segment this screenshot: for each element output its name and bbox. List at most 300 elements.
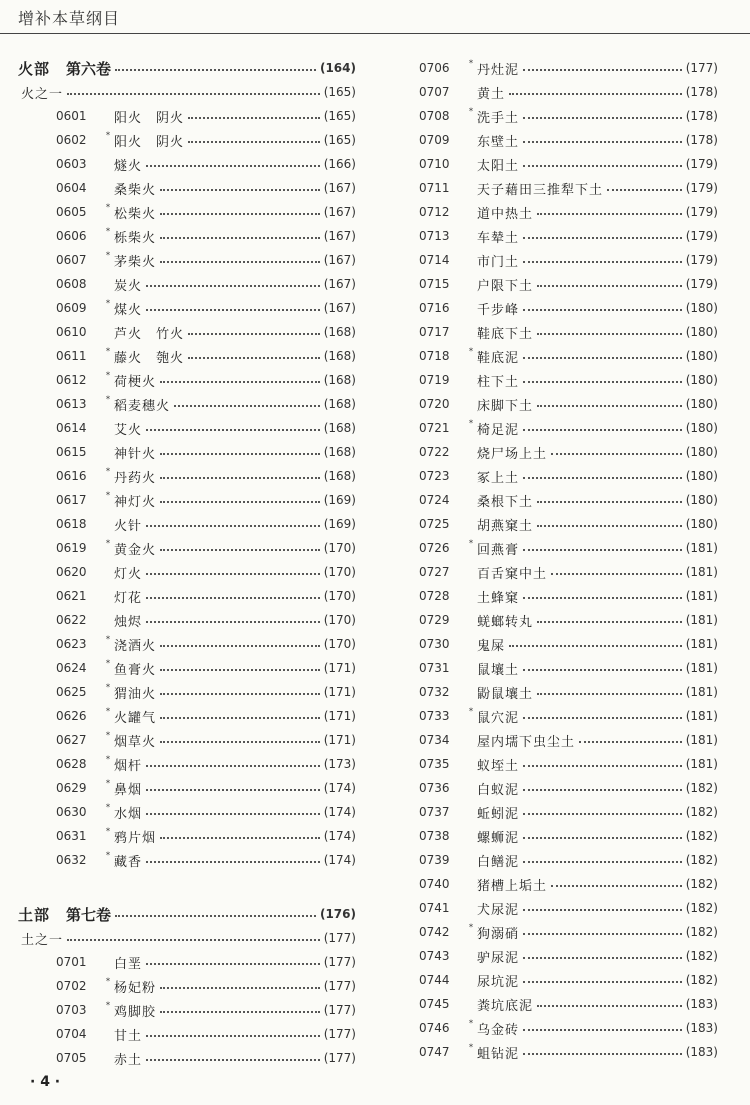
entry-name: 茅柴火 — [114, 254, 157, 270]
toc-entry[interactable] — [18, 464, 356, 488]
entry-page: (167) — [323, 205, 356, 219]
section-gap — [18, 872, 356, 902]
toc-entry[interactable] — [18, 950, 356, 974]
entry-page: (171) — [323, 685, 356, 699]
toc-entry[interactable] — [18, 248, 356, 272]
leader-dots — [523, 549, 682, 551]
toc-entry[interactable] — [18, 392, 356, 416]
leader-dots — [523, 381, 682, 383]
toc-entry[interactable] — [18, 344, 356, 368]
entry-name: 藤火 匏火 — [114, 350, 185, 366]
entry-number: 0733 — [419, 709, 450, 723]
leader-dots — [537, 285, 682, 287]
subgroup-heading[interactable] — [18, 80, 356, 104]
toc-entry[interactable] — [18, 128, 356, 152]
entry-name: 椅足泥 — [477, 422, 520, 438]
entry-page: (170) — [323, 541, 356, 555]
entry-name: 柱下土 — [477, 374, 520, 390]
entry-name: 床脚下土 — [477, 398, 534, 414]
supplement-mark: * — [106, 490, 110, 500]
leader-dots — [537, 525, 682, 527]
leader-dots — [551, 453, 682, 455]
entry-page: (167) — [323, 253, 356, 267]
entry-page: (169) — [323, 493, 356, 507]
entry-number: 0746 — [419, 1021, 450, 1035]
toc-entry[interactable] — [18, 320, 356, 344]
entry-number: 0604 — [56, 181, 87, 195]
toc-entry[interactable] — [18, 656, 356, 680]
entry-page: (168) — [323, 325, 356, 339]
leader-dots — [523, 1053, 682, 1055]
entry-page: (179) — [685, 205, 718, 219]
entry-number: 0610 — [56, 325, 87, 339]
entry-page: (180) — [685, 421, 718, 435]
toc-entry[interactable] — [392, 464, 718, 488]
entry-number: 0703 — [56, 1003, 87, 1017]
entry-name: 屋内壖下虫尘土 — [477, 734, 576, 750]
toc-entry[interactable] — [18, 224, 356, 248]
toc-entry[interactable] — [18, 680, 356, 704]
leader-dots — [537, 621, 682, 623]
toc-entry[interactable] — [392, 968, 718, 992]
entry-name: 桑根下土 — [477, 494, 534, 510]
toc-entry[interactable] — [392, 584, 718, 608]
leader-dots — [146, 861, 320, 863]
supplement-mark: * — [469, 418, 473, 428]
entry-page: (177) — [323, 955, 356, 969]
entry-page: (181) — [685, 565, 718, 579]
entry-page: (181) — [685, 637, 718, 651]
entry-number: 0606 — [56, 229, 87, 243]
leader-dots — [523, 717, 682, 719]
entry-name: 回燕膏 — [477, 542, 520, 558]
entry-page: (180) — [685, 349, 718, 363]
section-title: 土部 — [18, 905, 51, 924]
toc-entry[interactable] — [392, 944, 718, 968]
entry-number: 0714 — [419, 253, 450, 267]
entry-page: (181) — [685, 757, 718, 771]
toc-entry[interactable] — [18, 584, 356, 608]
leader-dots — [523, 117, 682, 119]
entry-page: (182) — [685, 805, 718, 819]
leader-dots — [523, 69, 682, 71]
subgroup-page: (165) — [323, 85, 356, 99]
leader-dots — [509, 645, 682, 647]
toc-entry[interactable] — [18, 776, 356, 800]
entry-number: 0726 — [419, 541, 450, 555]
entry-page: (181) — [685, 541, 718, 555]
section-page: (176) — [319, 907, 356, 921]
entry-page: (182) — [685, 925, 718, 939]
entry-name: 洗手土 — [477, 110, 520, 126]
entry-name: 阳火 阴火 — [114, 134, 185, 150]
toc-entry[interactable] — [392, 416, 718, 440]
toc-entry[interactable] — [392, 824, 718, 848]
leader-dots — [160, 477, 320, 479]
entry-name: 赤土 — [114, 1052, 143, 1068]
entry-page: (174) — [323, 781, 356, 795]
toc-entry[interactable] — [392, 728, 718, 752]
leader-dots — [523, 237, 682, 239]
toc-entry[interactable] — [18, 848, 356, 872]
subgroup-name: 火之一 — [21, 86, 64, 102]
entry-number: 0734 — [419, 733, 450, 747]
entry-page: (177) — [323, 1003, 356, 1017]
toc-entry[interactable] — [392, 920, 718, 944]
toc-entry[interactable] — [392, 560, 718, 584]
leader-dots — [160, 669, 320, 671]
entry-page: (180) — [685, 517, 718, 531]
entry-number: 0739 — [419, 853, 450, 867]
entry-page: (182) — [685, 949, 718, 963]
entry-name: 烟杆 — [114, 758, 143, 774]
supplement-mark: * — [106, 1000, 110, 1010]
toc-entry[interactable] — [18, 608, 356, 632]
toc-entry[interactable] — [392, 1016, 718, 1040]
entry-name: 神灯火 — [114, 494, 157, 510]
entry-number: 0720 — [419, 397, 450, 411]
entry-name: 丹药火 — [114, 470, 157, 486]
entry-page: (181) — [685, 733, 718, 747]
supplement-mark: * — [469, 1042, 473, 1052]
entry-number: 0727 — [419, 565, 450, 579]
entry-number: 0738 — [419, 829, 450, 843]
entry-page: (183) — [685, 997, 718, 1011]
leader-dots — [188, 141, 320, 143]
toc-entry[interactable] — [18, 704, 356, 728]
entry-number: 0624 — [56, 661, 87, 675]
entry-number: 0629 — [56, 781, 87, 795]
toc-entry[interactable] — [18, 152, 356, 176]
entry-name: 松柴火 — [114, 206, 157, 222]
entry-name: 鱼膏火 — [114, 662, 157, 678]
supplement-mark: * — [106, 226, 110, 236]
toc-entry[interactable] — [392, 344, 718, 368]
entry-number: 0623 — [56, 637, 87, 651]
toc-entry[interactable] — [392, 848, 718, 872]
entry-number: 0732 — [419, 685, 450, 699]
toc-entry[interactable] — [18, 296, 356, 320]
supplement-mark: * — [106, 370, 110, 380]
toc-entry[interactable] — [18, 416, 356, 440]
leader-dots — [146, 1035, 320, 1037]
toc-entry[interactable] — [392, 248, 718, 272]
entry-name: 胡燕窠土 — [477, 518, 534, 534]
toc-entry[interactable] — [392, 896, 718, 920]
entry-page: (182) — [685, 901, 718, 915]
supplement-mark: * — [106, 706, 110, 716]
book-title-header: 增补本草纲目 — [18, 9, 121, 28]
entry-number: 0715 — [419, 277, 450, 291]
toc-entry[interactable] — [18, 104, 356, 128]
leader-dots — [160, 213, 320, 215]
leader-dots — [523, 669, 682, 671]
toc-entry[interactable] — [18, 752, 356, 776]
entry-name: 藏香 — [114, 854, 143, 870]
toc-entry[interactable] — [18, 200, 356, 224]
toc-entry[interactable] — [18, 272, 356, 296]
toc-entry[interactable] — [392, 128, 718, 152]
entry-page: (167) — [323, 181, 356, 195]
entry-page: (168) — [323, 421, 356, 435]
section-heading[interactable] — [18, 902, 356, 926]
entry-number: 0740 — [419, 877, 450, 891]
entry-name: 火罐气 — [114, 710, 157, 726]
entry-number: 0729 — [419, 613, 450, 627]
toc-entry[interactable] — [18, 1022, 356, 1046]
entry-number: 0741 — [419, 901, 450, 915]
leader-dots — [188, 333, 320, 335]
entry-name: 犬尿泥 — [477, 902, 520, 918]
entry-page: (174) — [323, 829, 356, 843]
entry-name: 艾火 — [114, 422, 143, 438]
entry-name: 天子藉田三推犁下土 — [477, 182, 604, 198]
entry-page: (180) — [685, 445, 718, 459]
toc-entry[interactable] — [392, 368, 718, 392]
entry-number: 0618 — [56, 517, 87, 531]
toc-entry[interactable] — [392, 632, 718, 656]
leader-dots — [523, 861, 682, 863]
leader-dots — [579, 741, 682, 743]
entry-page: (183) — [685, 1045, 718, 1059]
entry-page: (170) — [323, 613, 356, 627]
entry-page: (167) — [323, 277, 356, 291]
leader-dots — [607, 189, 682, 191]
toc-entry[interactable] — [18, 368, 356, 392]
toc-entry[interactable] — [392, 296, 718, 320]
toc-entry[interactable] — [392, 608, 718, 632]
entry-name: 白垩 — [114, 956, 143, 972]
leader-dots — [160, 189, 320, 191]
entry-name: 蚁垤土 — [477, 758, 520, 774]
toc-entry[interactable] — [392, 56, 718, 80]
supplement-mark: * — [469, 706, 473, 716]
toc-entry[interactable] — [392, 512, 718, 536]
entry-number: 0737 — [419, 805, 450, 819]
entry-page: (182) — [685, 829, 718, 843]
toc-entry[interactable] — [392, 440, 718, 464]
toc-entry[interactable] — [18, 800, 356, 824]
entry-page: (178) — [685, 109, 718, 123]
entry-name: 市门土 — [477, 254, 520, 270]
section-volume: 第六卷 — [66, 59, 112, 78]
supplement-mark: * — [469, 538, 473, 548]
leader-dots — [160, 453, 320, 455]
entry-page: (177) — [323, 1027, 356, 1041]
leader-dots — [188, 357, 320, 359]
entry-number: 0631 — [56, 829, 87, 843]
entry-name: 粪坑底泥 — [477, 998, 534, 1014]
supplement-mark: * — [469, 106, 473, 116]
supplement-mark: * — [106, 538, 110, 548]
section-page: (164) — [319, 61, 356, 75]
entry-name: 户限下土 — [477, 278, 534, 294]
entry-page: (168) — [323, 469, 356, 483]
entry-page: (180) — [685, 301, 718, 315]
toc-entry[interactable] — [392, 176, 718, 200]
entry-number: 0609 — [56, 301, 87, 315]
entry-page: (181) — [685, 661, 718, 675]
entry-number: 0706 — [419, 61, 450, 75]
leader-dots — [160, 645, 320, 647]
leader-dots — [146, 963, 320, 965]
entry-number: 0725 — [419, 517, 450, 531]
entry-name: 白鳝泥 — [477, 854, 520, 870]
entry-page: (180) — [685, 469, 718, 483]
entry-number: 0605 — [56, 205, 87, 219]
leader-dots — [160, 261, 320, 263]
supplement-mark: * — [106, 826, 110, 836]
entry-number: 0711 — [419, 181, 450, 195]
entry-page: (180) — [685, 397, 718, 411]
entry-name: 杨妃粉 — [114, 980, 157, 996]
entry-name: 鞋底下土 — [477, 326, 534, 342]
leader-dots — [551, 885, 682, 887]
entry-name: 鬼屎 — [477, 638, 506, 654]
entry-name: 驴尿泥 — [477, 950, 520, 966]
leader-dots — [160, 741, 320, 743]
entry-name: 水烟 — [114, 806, 143, 822]
entry-page: (174) — [323, 853, 356, 867]
entry-page: (182) — [685, 877, 718, 891]
toc-entry[interactable] — [392, 776, 718, 800]
leader-dots — [523, 357, 682, 359]
entry-number: 0626 — [56, 709, 87, 723]
entry-page: (168) — [323, 349, 356, 363]
toc-entry[interactable] — [392, 80, 718, 104]
entry-page: (177) — [323, 1051, 356, 1065]
toc-left-column — [18, 56, 356, 1070]
leader-dots — [523, 141, 682, 143]
supplement-mark: * — [106, 730, 110, 740]
toc-entry[interactable] — [18, 176, 356, 200]
leader-dots — [523, 1029, 682, 1031]
leader-dots — [509, 93, 682, 95]
entry-page: (168) — [323, 397, 356, 411]
leader-dots — [537, 693, 682, 695]
entry-page: (174) — [323, 805, 356, 819]
toc-entry[interactable] — [18, 512, 356, 536]
entry-number: 0603 — [56, 157, 87, 171]
leader-dots — [523, 477, 682, 479]
toc-entry[interactable] — [392, 200, 718, 224]
supplement-mark: * — [106, 130, 110, 140]
leader-dots — [523, 789, 682, 791]
toc-entry[interactable] — [392, 104, 718, 128]
toc-entry[interactable] — [392, 320, 718, 344]
leader-dots — [523, 597, 682, 599]
toc-entry[interactable] — [392, 392, 718, 416]
entry-page: (168) — [323, 445, 356, 459]
supplement-mark: * — [106, 250, 110, 260]
toc-entry[interactable] — [18, 998, 356, 1022]
entry-name: 冢上土 — [477, 470, 520, 486]
supplement-mark: * — [106, 202, 110, 212]
entry-page: (179) — [685, 277, 718, 291]
toc-entry[interactable] — [392, 872, 718, 896]
leader-dots — [523, 429, 682, 431]
entry-name: 东壁土 — [477, 134, 520, 150]
supplement-mark: * — [106, 802, 110, 812]
entry-number: 0601 — [56, 109, 87, 123]
toc-entry[interactable] — [392, 488, 718, 512]
entry-number: 0620 — [56, 565, 87, 579]
supplement-mark: * — [106, 778, 110, 788]
entry-name: 尿坑泥 — [477, 974, 520, 990]
toc-entry[interactable] — [18, 560, 356, 584]
entry-name: 太阳土 — [477, 158, 520, 174]
entry-number: 0747 — [419, 1045, 450, 1059]
entry-name: 道中热土 — [477, 206, 534, 222]
entry-name: 燧火 — [114, 158, 143, 174]
toc-entry[interactable] — [18, 1046, 356, 1070]
leader-dots — [523, 309, 682, 311]
entry-name: 鼠壤土 — [477, 662, 520, 678]
toc-entry[interactable] — [392, 992, 718, 1016]
entry-name: 土蜂窠 — [477, 590, 520, 606]
entry-page: (179) — [685, 229, 718, 243]
leader-dots — [146, 309, 320, 311]
toc-entry[interactable] — [392, 704, 718, 728]
supplement-mark: * — [106, 634, 110, 644]
entry-number: 0724 — [419, 493, 450, 507]
toc-entry[interactable] — [18, 536, 356, 560]
toc-entry[interactable] — [18, 824, 356, 848]
entry-number: 0744 — [419, 973, 450, 987]
entry-number: 0736 — [419, 781, 450, 795]
toc-entry[interactable] — [18, 440, 356, 464]
entry-name: 栎柴火 — [114, 230, 157, 246]
entry-number: 0708 — [419, 109, 450, 123]
toc-entry[interactable] — [392, 536, 718, 560]
supplement-mark: * — [106, 658, 110, 668]
toc-entry[interactable] — [392, 272, 718, 296]
toc-entry[interactable] — [392, 1040, 718, 1064]
entry-name: 鸦片烟 — [114, 830, 157, 846]
entry-page: (171) — [323, 733, 356, 747]
subgroup-heading[interactable] — [18, 926, 356, 950]
entry-name: 螺蛳泥 — [477, 830, 520, 846]
supplement-mark: * — [106, 682, 110, 692]
supplement-mark: * — [106, 976, 110, 986]
toc-entry[interactable] — [392, 800, 718, 824]
toc-entry[interactable] — [392, 656, 718, 680]
leader-dots — [160, 693, 320, 695]
entry-number: 0607 — [56, 253, 87, 267]
toc-entry[interactable] — [18, 728, 356, 752]
entry-number: 0632 — [56, 853, 87, 867]
entry-page: (167) — [323, 229, 356, 243]
section-heading[interactable] — [18, 56, 356, 80]
entry-number: 0702 — [56, 979, 87, 993]
toc-entry[interactable] — [392, 752, 718, 776]
toc-entry[interactable] — [18, 974, 356, 998]
entry-name: 蜣螂转丸 — [477, 614, 534, 630]
entry-number: 0722 — [419, 445, 450, 459]
toc-entry[interactable] — [392, 224, 718, 248]
leader-dots — [67, 93, 320, 95]
leader-dots — [523, 261, 682, 263]
supplement-mark: * — [469, 58, 473, 68]
entry-number: 0731 — [419, 661, 450, 675]
leader-dots — [146, 573, 320, 575]
entry-number: 0622 — [56, 613, 87, 627]
toc-entry[interactable] — [392, 152, 718, 176]
toc-entry[interactable] — [18, 488, 356, 512]
toc-entry[interactable] — [18, 632, 356, 656]
toc-entry[interactable] — [392, 680, 718, 704]
leader-dots — [146, 165, 320, 167]
